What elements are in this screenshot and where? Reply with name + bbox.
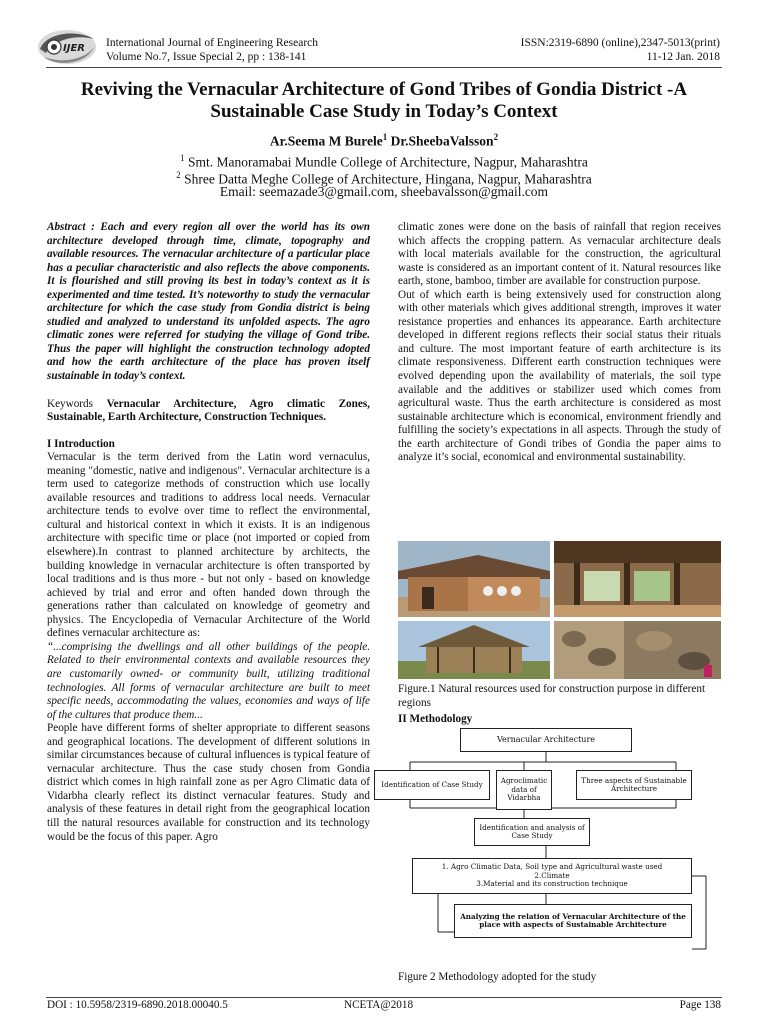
abstract: Abstract : Each and every region all over the world has its own architecture developed through time, climate, topography and available resources. The vernacular architecture of a particular place has a peculiar characteristic and also reflects the above components. It is flourished and still proving its best in today’s context as it is experimented and time tested. It’s noteworthy to study the vernacular architecture for which the case study from Gondia district is being studied and analyzed to understand its unfolded aspects. The agro climatic zones were referred for studying the village of Gond tribe. Thus the paper will highlight the construction technology adopted and how the earth architecture of the place has proven itself sustainable in today’s context. <box>47 221 370 383</box>
journal-issn: ISSN:2319-6890 (online),2347-5013(print) <box>520 37 720 49</box>
figure-1-photos <box>398 541 721 679</box>
footer-page-number: Page 138 <box>679 999 721 1011</box>
logo-text: IJER <box>63 43 85 54</box>
encyclopedia-quote: “...comprising the dwellings and all other buildings of the people. Related to their environmental contexts and available resources they are customarily owned- or community built, utilizing traditional technologies. All forms of vernacular architecture are built to meet specific needs, accommodating the values, economies and ways of life of the cultures that produce them... <box>47 640 370 721</box>
footer-conference: NCETA@2018 <box>344 999 414 1011</box>
photo-earth-house <box>398 541 550 617</box>
intro-paragraph-1: Vernacular is the term derived from the Latin word vernaculus, meaning "domestic, native and indigenous". Vernacular architecture is a term used to categorize methods of construction which use locally available resources and traditions to address local needs. Vernacular architecture tends to evolve over time to reflect the environmental, cultural and historical context in which it exists. It is an indigenous architecture with specific time or place (not imported or copied from elsewhere).In contrast to planned architecture by architects, the building knowledge in vernacular architecture is often transported by local traditions and is thus more - but not only - based on knowledge achieved by trial and error and often handed down through the generations rather than calculated on knowledge of geometry and physics. The Encyclopedia of Vernacular Architecture of the World defines vernacular architecture as: <box>47 451 370 640</box>
figure-1-caption: Figure.1 Natural resources used for construction purpose in different regions <box>398 683 706 709</box>
journal-name: International Journal of Engineering Research <box>106 37 319 49</box>
journal-info <box>106 36 318 64</box>
journal-issn-info <box>521 36 720 64</box>
figure-2-caption: Figure 2 Methodology adopted for the study <box>398 971 597 983</box>
footer-doi: DOI : 10.5958/2319-6890.2018.00040.5 <box>47 999 228 1011</box>
flow-box-study-parameters: 1. Agro Climatic Data, Soil type and Agricultural waste used 2.Climate 3.Material and its construction technique <box>412 858 692 894</box>
journal-volume: Volume No.7, Issue Special 2, pp : 138-141 <box>106 51 307 63</box>
header-divider <box>46 67 722 68</box>
flow-box-sustainable-aspects: Three aspects of Sustainable Architecture <box>576 770 692 800</box>
paper-authors: Ar.Seema M Burele$^1$ Dr.SheebaValsson$^2$ <box>269 132 499 149</box>
flow-box-identification-case-study: Identification of Case Study <box>374 770 490 800</box>
keywords: Keywords Vernacular Architecture, Agro climatic Zones, Sustainable, Earth Architecture, Construction Techniques. <box>47 397 370 424</box>
photo-timber-verandah <box>554 541 721 617</box>
photo-stone-wall <box>554 621 721 679</box>
footer-divider <box>46 997 722 998</box>
journal-date: 11-12 Jan. 2018 <box>646 51 720 63</box>
left-column <box>47 221 370 844</box>
introduction-heading: I Introduction <box>47 437 115 450</box>
photo-hut-construction <box>398 621 550 679</box>
right-paragraph-2: Out of which earth is being extensively used for construction along with other materials which gives additional strength, improves it water resistance properties and enhances its appearance. Earth architecture developed in different regions reflects their social status their rituals and culture. The most important feature of earth architecture is its climate responsiveness. Different earth construction techniques were evolved depending upon the availability of materials, the soil type available and the additives or stabilizer used which comes from agricultural waste. Thus the earth architecture is considered as most sustainable architecture which is economical, environment friendly and fulfilling the society’s expectations in all aspects. Through the study of the earth architecture of Gondi tribes of Gondia the paper aims to analyze it’s social, economical and environmental sustainability. <box>398 288 721 464</box>
methodology-heading: II Methodology <box>398 713 473 725</box>
flow-box-agroclimatic-data: Agroclimatic data of Vidarbha <box>496 770 552 810</box>
journal-logo-icon <box>36 27 98 67</box>
right-column <box>398 221 721 465</box>
paper-title: Reviving the Vernacular Architecture of Gond Tribes of Gondia District -A Sustainable Case Study in Today’s Context <box>80 79 688 122</box>
right-paragraph-1: climatic zones were done on the basis of rainfall that region receives which affects the cropping pattern. As vernacular architecture deals with local materials available for the construction, the agricultural waste is considered as an important content of it. Natural resources like earth, stone, bamboo, timber are available for construction purpose. <box>398 221 721 288</box>
flow-box-vernacular-architecture: Vernacular Architecture <box>460 728 632 752</box>
flow-box-analyzing-relation: Analyzing the relation of Vernacular Architecture of the place with aspects of Sustainable Architecture <box>454 904 692 938</box>
page-header <box>0 0 768 70</box>
author-email: Email: seemazade3@gmail.com, sheebavalsson@gmail.com <box>219 184 549 199</box>
intro-paragraph-2: People have different forms of shelter appropriate to different seasons and geographical locations. The development of different solutions in similar circumstances because of cultural influences is typical feature of vernacular architecture. Thus the case study chosen from Gondia district which comes in high rainfall zone as per Agro Climatic data of Vidarbha clearly reflect its distinct vernacular features. Study and analysis of these features in detail right from the geographical location till the natural resources available for construction and its technology would be the focus of this paper. Agro <box>47 722 370 843</box>
affiliation-1: $^1$ Smt. Manoramabai Mundle College of Architecture, Nagpur, Maharashtra <box>180 153 588 170</box>
flow-box-identification-analysis: Identification and analysis of Case Study <box>474 818 590 846</box>
affiliation-2: $^2$ Shree Datta Meghe College of Architecture, Hingana, Nagpur, Maharashtra <box>176 170 592 187</box>
